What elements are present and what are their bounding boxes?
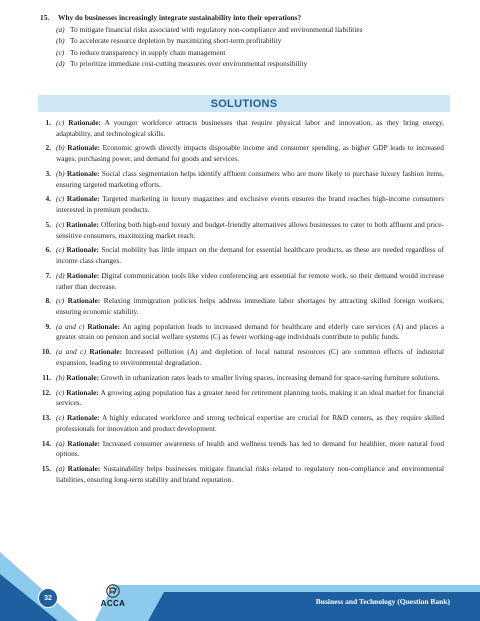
rationale-label: Rationale: [67, 296, 101, 306]
question-block [40, 12, 460, 70]
option-text: To accelerate resource depletion by maximizing short-term profitability [70, 36, 282, 46]
solution-answer: (b) [56, 372, 65, 382]
solution-body [56, 245, 444, 266]
solution-body [56, 194, 444, 215]
solution-body [56, 322, 444, 343]
solution-answer: (d) [56, 270, 65, 280]
solution-item [34, 347, 444, 368]
solution-text: Offering both high-end luxury and budget-friendly alternatives allows businesses to cater to both affluent and price-sensitive consumers, maximizing market reach. [56, 219, 444, 240]
page-number-badge: 32 [38, 588, 58, 608]
solution-body [56, 347, 444, 368]
solution-number: 8. [45, 296, 51, 306]
solution-answer: (a) [56, 464, 65, 474]
solution-body [56, 413, 444, 434]
acca-logo [93, 584, 133, 617]
solution-number: 7. [45, 270, 51, 280]
solution-number: 15. [41, 464, 51, 474]
rationale-label: Rationale: [66, 413, 100, 423]
rationale-label: Rationale: [67, 464, 101, 474]
solution-text: An aging population leads to increased demand for healthcare and elderly care services (A) and places a greater strain on pension and social welfare systems (C) as fewer working-age individuals contribute to public funds. [56, 321, 444, 342]
option-text: To prioritize immediate cost-cutting measures over environmental responsibility [70, 59, 308, 69]
solution-answer: (a) [56, 438, 65, 448]
solution-item [34, 169, 444, 190]
option-text: To reduce transparency in supply chain management [70, 47, 226, 57]
solution-body [56, 220, 444, 241]
solution-item [34, 118, 444, 139]
rationale-label: Rationale: [66, 194, 100, 204]
solution-answer: (b) [56, 168, 65, 178]
solution-body [56, 143, 444, 164]
solution-item [34, 439, 444, 460]
solution-number: 14. [41, 438, 51, 448]
logo-text: ACCA [100, 599, 126, 608]
solution-text: Growth in urbanization rates leads to smaller living spaces, increasing demand for space-saving furniture solutions. [100, 372, 440, 382]
solution-item [34, 413, 444, 434]
solution-item [34, 388, 444, 409]
solution-answer: (a and c) [56, 321, 85, 331]
solution-item [34, 220, 444, 241]
question-line [40, 12, 460, 24]
solution-item [34, 296, 444, 317]
solution-body [56, 373, 444, 384]
rationale-label: Rationale: [66, 219, 99, 229]
solution-number: 2. [45, 143, 51, 153]
option-letter: (b) [56, 36, 65, 46]
option-letter: (a) [56, 24, 65, 34]
solution-body [56, 388, 444, 409]
option-text: To mitigate financial risks associated with regulatory non-compliance and environmental liabilities [70, 24, 363, 34]
solutions-title: SOLUTIONS [210, 97, 278, 110]
solution-item [34, 245, 444, 266]
solution-number: 9. [45, 321, 51, 331]
solution-text: A highly educated workforce and strong technical expertise are crucial for R&D centers, as they require skilled professionals for innovation and product development. [56, 413, 444, 433]
solution-text: Digital communication tools like video conferencing are essential for remote work, so their demand would increase rather than decrease. [56, 270, 444, 291]
question-text: Why do businesses increasingly integrate sustainability into their operations? [58, 13, 302, 22]
option-d [40, 58, 460, 70]
solution-text: Relaxing immigration policies helps address immediate labor shortages by attracting skilled foreign workers, ensuring economic stability. [56, 296, 444, 316]
solution-text: A growing aging population has a greater need for retirement planning tools, making it an ideal market for financial services. [56, 387, 445, 408]
option-letter: (d) [56, 59, 65, 69]
solution-item [34, 322, 444, 343]
solution-body [56, 439, 444, 460]
solution-text: Increased consumer awareness of health and wellness trends has led to demand for healthier, more natural food options. [56, 438, 445, 459]
solution-answer: (c) [56, 194, 65, 204]
solution-answer: (a and c) [56, 347, 86, 357]
solution-body [56, 271, 444, 292]
solution-number: 5. [45, 219, 51, 229]
solution-answer: (c) [56, 219, 65, 229]
rationale-label: Rationale: [66, 372, 100, 382]
logo-emblem-icon [105, 584, 121, 598]
rationale-label: Rationale: [66, 168, 100, 178]
solution-text: Social class segmentation helps identify affluent consumers who are more likely to purchase luxury fashion items, ensuring targeted marketing efforts. [56, 168, 444, 189]
solution-text: A younger workforce attracts businesses that require physical labor and innovation, as they bring energy, adaptability, and technological skills. [56, 118, 444, 138]
solution-body [56, 169, 444, 190]
solution-answer: (c) [56, 245, 65, 255]
rationale-label: Rationale: [89, 347, 123, 357]
solution-number: 3. [45, 168, 51, 178]
solution-text: Sustainability helps businesses mitigate financial risks related to regulatory non-compliance and environmental liabilities, ensuring long-term stability and brand reputation. [56, 464, 445, 484]
option-b [40, 35, 460, 47]
solution-number: 12. [41, 387, 51, 397]
solution-item [34, 464, 444, 485]
solution-text: Social mobility has little impact on the demand for essential healthcare products, as these are needed regardless of income class changes. [56, 245, 445, 266]
solution-item [34, 143, 444, 164]
book-title: Business and Technology (Question Bank) [315, 597, 450, 606]
solution-text: Targeted marketing in luxury magazines and exclusive events ensures the brand reaches high-income consumers interested in premium products. [56, 194, 444, 215]
solution-number: 11. [42, 372, 51, 382]
rationale-label: Rationale: [66, 387, 99, 397]
solution-answer: (c) [56, 296, 65, 306]
solution-text: Increased pollution (A) and depletion of local natural resources (C) are common effects of industrial expansion, leading to environmental degradation. [56, 347, 444, 367]
rationale-label: Rationale: [68, 118, 101, 127]
question-number: 15. [40, 13, 50, 22]
solution-body [56, 118, 444, 139]
solution-number: 10. [41, 347, 51, 357]
solution-number: 13. [41, 413, 51, 423]
solution-text: Economic growth directly impacts disposable income and consumer spending, as higher GDP leads to increased wages, purchasing power, and demand for goods and services. [56, 143, 444, 164]
solutions-banner [38, 95, 450, 112]
rationale-label: Rationale: [67, 143, 100, 153]
solution-body [56, 464, 444, 485]
footer-decoration [0, 552, 480, 621]
rationale-label: Rationale: [66, 270, 100, 280]
solution-answer: (c) [56, 118, 65, 127]
solution-number: 4. [45, 194, 51, 204]
option-a [40, 24, 460, 36]
solution-answer: (b) [56, 143, 65, 153]
solutions-list [34, 118, 444, 490]
solution-number: 6. [45, 245, 51, 255]
option-letter: (c) [56, 47, 65, 57]
solution-item [34, 194, 444, 215]
solution-item [34, 373, 444, 384]
rationale-label: Rationale: [67, 438, 100, 448]
solution-answer: (c) [56, 387, 65, 397]
solution-body [56, 296, 444, 317]
rationale-label: Rationale: [87, 321, 120, 331]
solution-number: 1. [45, 118, 51, 127]
rationale-label: Rationale: [66, 245, 100, 255]
option-c [40, 47, 460, 59]
solution-answer: (c) [56, 413, 65, 423]
solution-item [34, 271, 444, 292]
